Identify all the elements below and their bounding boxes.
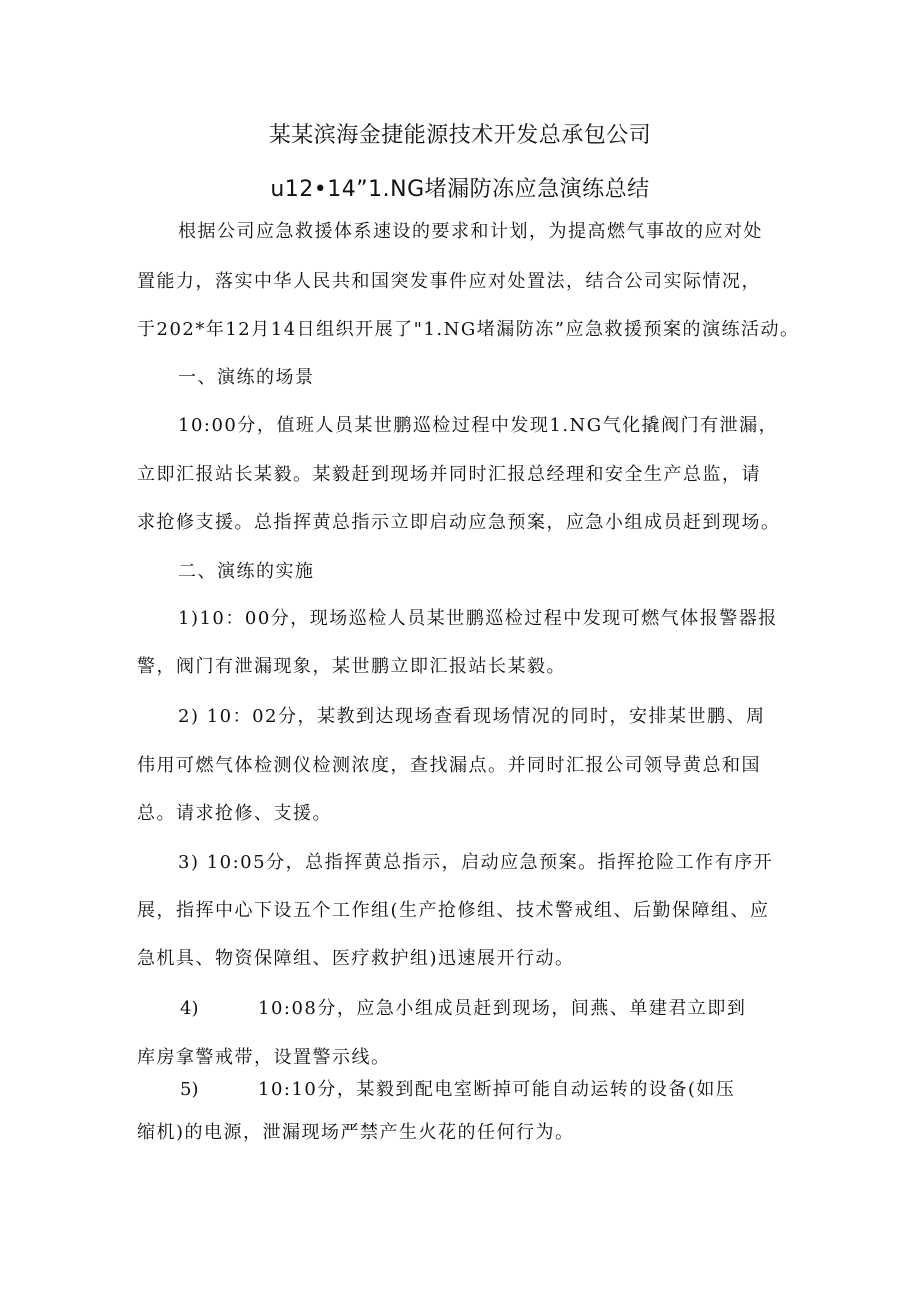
document-subtitle: u12•14”1.NG堵漏防冻应急演练总结	[270, 177, 650, 202]
intro-line-2: 置能力，落实中华人民共和国突发事件应对处置法，结合公司实际情况，	[137, 271, 761, 292]
scene-line-2: 立即汇报站长某毅。某毅赶到现场并同时汇报总经理和安全生产总监，请	[137, 464, 761, 485]
step3-line-1: 3) 10:05分，总指挥黄总指示，启动应急预案。指挥抢险工作有序开	[178, 852, 774, 873]
step1-line-2: 警，阀门有泄漏现象，某世鹏立即汇报站长某毅。	[137, 656, 566, 677]
section-heading-implementation: 二、演练的实施	[178, 561, 315, 582]
step5-line-2: 缩机)的电源，泄漏现场严禁产生火花的任何行为。	[137, 1122, 575, 1143]
step4-number: 4)	[180, 998, 199, 1019]
step5-line-1: 10:10分，某毅到配电室断掉可能自动运转的设备(如压	[258, 1079, 736, 1100]
scene-line-1: 10:00分，值班人员某世鹏巡检过程中发现1.NG气化撬阀门有泄漏，	[178, 415, 779, 436]
step2-line-2: 伟用可燃气体检测仪检测浓度，查找漏点。并同时汇报公司领导黄总和国	[137, 755, 761, 776]
scene-line-3: 求抢修支援。总指挥黄总指示立即启动应急预案，应急小组成员赶到现场。	[137, 512, 781, 533]
step5-number: 5)	[180, 1079, 199, 1100]
intro-line-1: 根据公司应急救援体系速设的要求和计划，为提高燃气事故的应对处	[178, 221, 763, 242]
step3-line-3: 急机具、物资保障组、医疗救护组)迅速展开行动。	[137, 948, 575, 969]
document-title: 某某滨海金捷能源技术开发总承包公司	[268, 123, 652, 148]
step4-line-1: 10:08分，应急小组成员赶到现场，间燕、单建君立即到	[258, 998, 747, 1019]
step4-line-2: 库房拿警戒带，设置警示线。	[137, 1047, 391, 1068]
step2-line-3: 总。请求抢修、支援。	[137, 803, 332, 824]
intro-line-3: 于202*年12月14日组织开展了"1.NG堵漏防冻”应急救援预案的演练活动。	[137, 319, 800, 340]
section-heading-scene: 一、演练的场景	[178, 367, 315, 388]
step1-line-1: 1)10：00分，现场巡检人员某世鹏巡检过程中发现可燃气体报警器报	[178, 608, 778, 629]
step2-line-1: 2) 10：02分，某教到达现场查看现场情况的同时，安排某世鹏、周	[178, 706, 766, 727]
step3-line-2: 展，指挥中心下设五个工作组(生产抢修组、技术警戒组、后勤保障组、应	[137, 900, 770, 921]
